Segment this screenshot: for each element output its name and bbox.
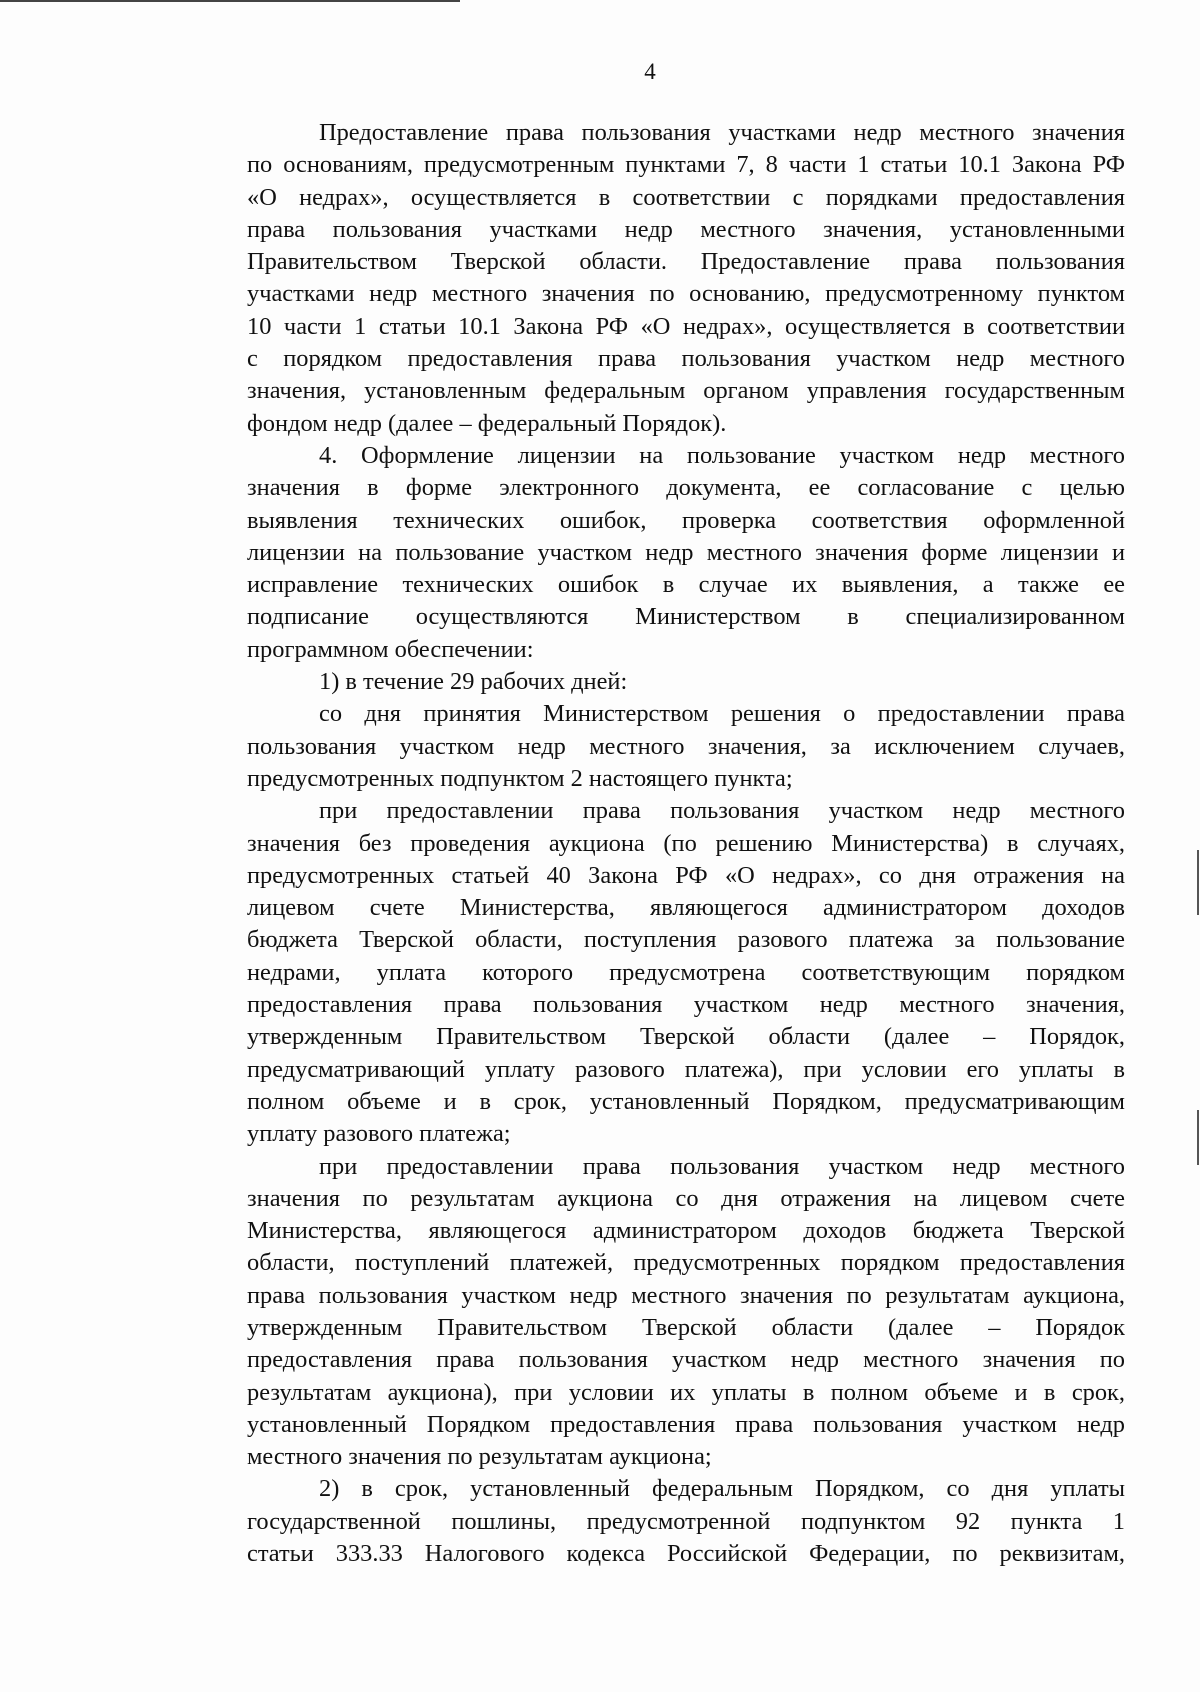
- text-line: Министерства, являющегося администратором доходов бюджета Тверской: [247, 1217, 1125, 1245]
- text-line: выявления технических ошибок, проверка соответствия оформленной: [247, 506, 1125, 534]
- text-line: Предоставление права пользования участками недр местного значения: [319, 119, 1125, 146]
- text-line: «О недрах», осуществляется в соответствии с порядками предоставления: [247, 183, 1125, 211]
- text-line: утвержденным Правительством Тверской области (далее – Порядок,: [247, 1023, 1125, 1051]
- text-line: пользования участком недр местного значения, за исключением случаев,: [247, 732, 1125, 760]
- text-line: 10 части 1 статьи 10.1 Закона РФ «О недрах», осуществляется в соответствии: [247, 312, 1125, 340]
- text-line: значения в форме электронного документа, ее согласование с целью: [247, 474, 1125, 502]
- scan-margin-mark: [1197, 1110, 1199, 1165]
- text-line: статьи 333.33 Налогового кодекса Российской Федерации, по реквизитам,: [247, 1540, 1125, 1568]
- paragraph: [175, 1473, 1125, 1570]
- text-line: полном объеме и в срок, установленный Порядком, предусматривающим: [247, 1087, 1125, 1115]
- text-line: предусмотренных статьей 40 Закона РФ «О недрах», со дня отражения на: [247, 861, 1125, 889]
- text-line: лицензии на пользование участком недр местного значения форме лицензии и: [247, 538, 1125, 566]
- text-line: предоставления права пользования участком недр местного значения по: [247, 1346, 1125, 1374]
- text-line: при предоставлении права пользования участком недр местного: [319, 797, 1125, 825]
- text-line: программном обеспечении:: [247, 635, 534, 663]
- text-line: значения по результатам аукциона со дня отражения на лицевом счете: [247, 1184, 1125, 1212]
- text-line: подписание осуществляются Министерством в специализированном: [247, 603, 1125, 631]
- text-line: лицевом счете Министерства, являющегося администратором доходов: [247, 894, 1125, 922]
- paragraph: [175, 666, 1125, 698]
- text-line: 4. Оформление лицензии на пользование участком недр местного: [319, 441, 1125, 469]
- text-line: предусматривающий уплату разового платежа), при условии его уплаты в: [247, 1055, 1125, 1083]
- text-line: исправление технических ошибок в случае их выявления, а также ее: [247, 571, 1125, 599]
- text-line: установленный Порядком предоставления права пользования участком недр: [247, 1410, 1125, 1438]
- text-line: бюджета Тверской области, поступления разового платежа за пользование: [247, 926, 1125, 954]
- text-line: права пользования участком недр местного значения по результатам аукциона,: [247, 1281, 1125, 1309]
- document-body: [175, 117, 1125, 1570]
- scan-edge-mark: [0, 0, 460, 2]
- text-line: с порядком предоставления права пользования участком недр местного: [247, 345, 1125, 373]
- text-line: результатам аукциона), при условии их уплаты в полном объеме и в срок,: [247, 1378, 1125, 1406]
- text-line: со дня принятия Министерством решения о предоставлении права: [319, 700, 1125, 728]
- text-line: значения, установленным федеральным органом управления государственным: [247, 377, 1125, 405]
- text-line: местного значения по результатам аукциона;: [247, 1443, 712, 1471]
- text-line: при предоставлении права пользования участком недр местного: [319, 1152, 1125, 1180]
- text-line: права пользования участками недр местного значения, установленными: [247, 215, 1125, 243]
- scan-margin-mark: [1197, 850, 1199, 915]
- text-line: по основаниям, предусмотренным пунктами 7, 8 части 1 статьи 10.1 Закона РФ: [247, 151, 1125, 179]
- text-line: предусмотренных подпунктом 2 настоящего пункта;: [247, 764, 793, 792]
- paragraph: [175, 795, 1125, 1150]
- text-line: государственной пошлины, предусмотренной подпунктом 92 пункта 1: [247, 1507, 1125, 1535]
- text-line: фондом недр (далее – федеральный Порядок).: [247, 409, 727, 437]
- text-line: области, поступлений платежей, предусмотренных порядком предоставления: [247, 1249, 1125, 1277]
- text-line: Правительством Тверской области. Предоставление права пользования: [247, 248, 1125, 276]
- text-line: предоставления права пользования участком недр местного значения,: [247, 991, 1125, 1019]
- paragraph: [175, 440, 1125, 666]
- text-line: участками недр местного значения по основанию, предусмотренному пунктом: [247, 280, 1125, 308]
- paragraph: [175, 117, 1125, 440]
- text-line: 2) в срок, установленный федеральным Порядком, со дня уплаты: [319, 1475, 1125, 1503]
- text-line: уплату разового платежа;: [247, 1120, 511, 1148]
- paragraph: [175, 1151, 1125, 1474]
- paragraph: [175, 698, 1125, 795]
- text-line: значения без проведения аукциона (по решению Министерства) в случаях,: [247, 829, 1125, 857]
- page-number: 4: [644, 59, 656, 84]
- text-line: 1) в течение 29 рабочих дней:: [319, 668, 628, 696]
- text-line: недрами, уплата которого предусмотрена соответствующим порядком: [247, 958, 1125, 986]
- text-line: утвержденным Правительством Тверской области (далее – Порядок: [247, 1313, 1125, 1341]
